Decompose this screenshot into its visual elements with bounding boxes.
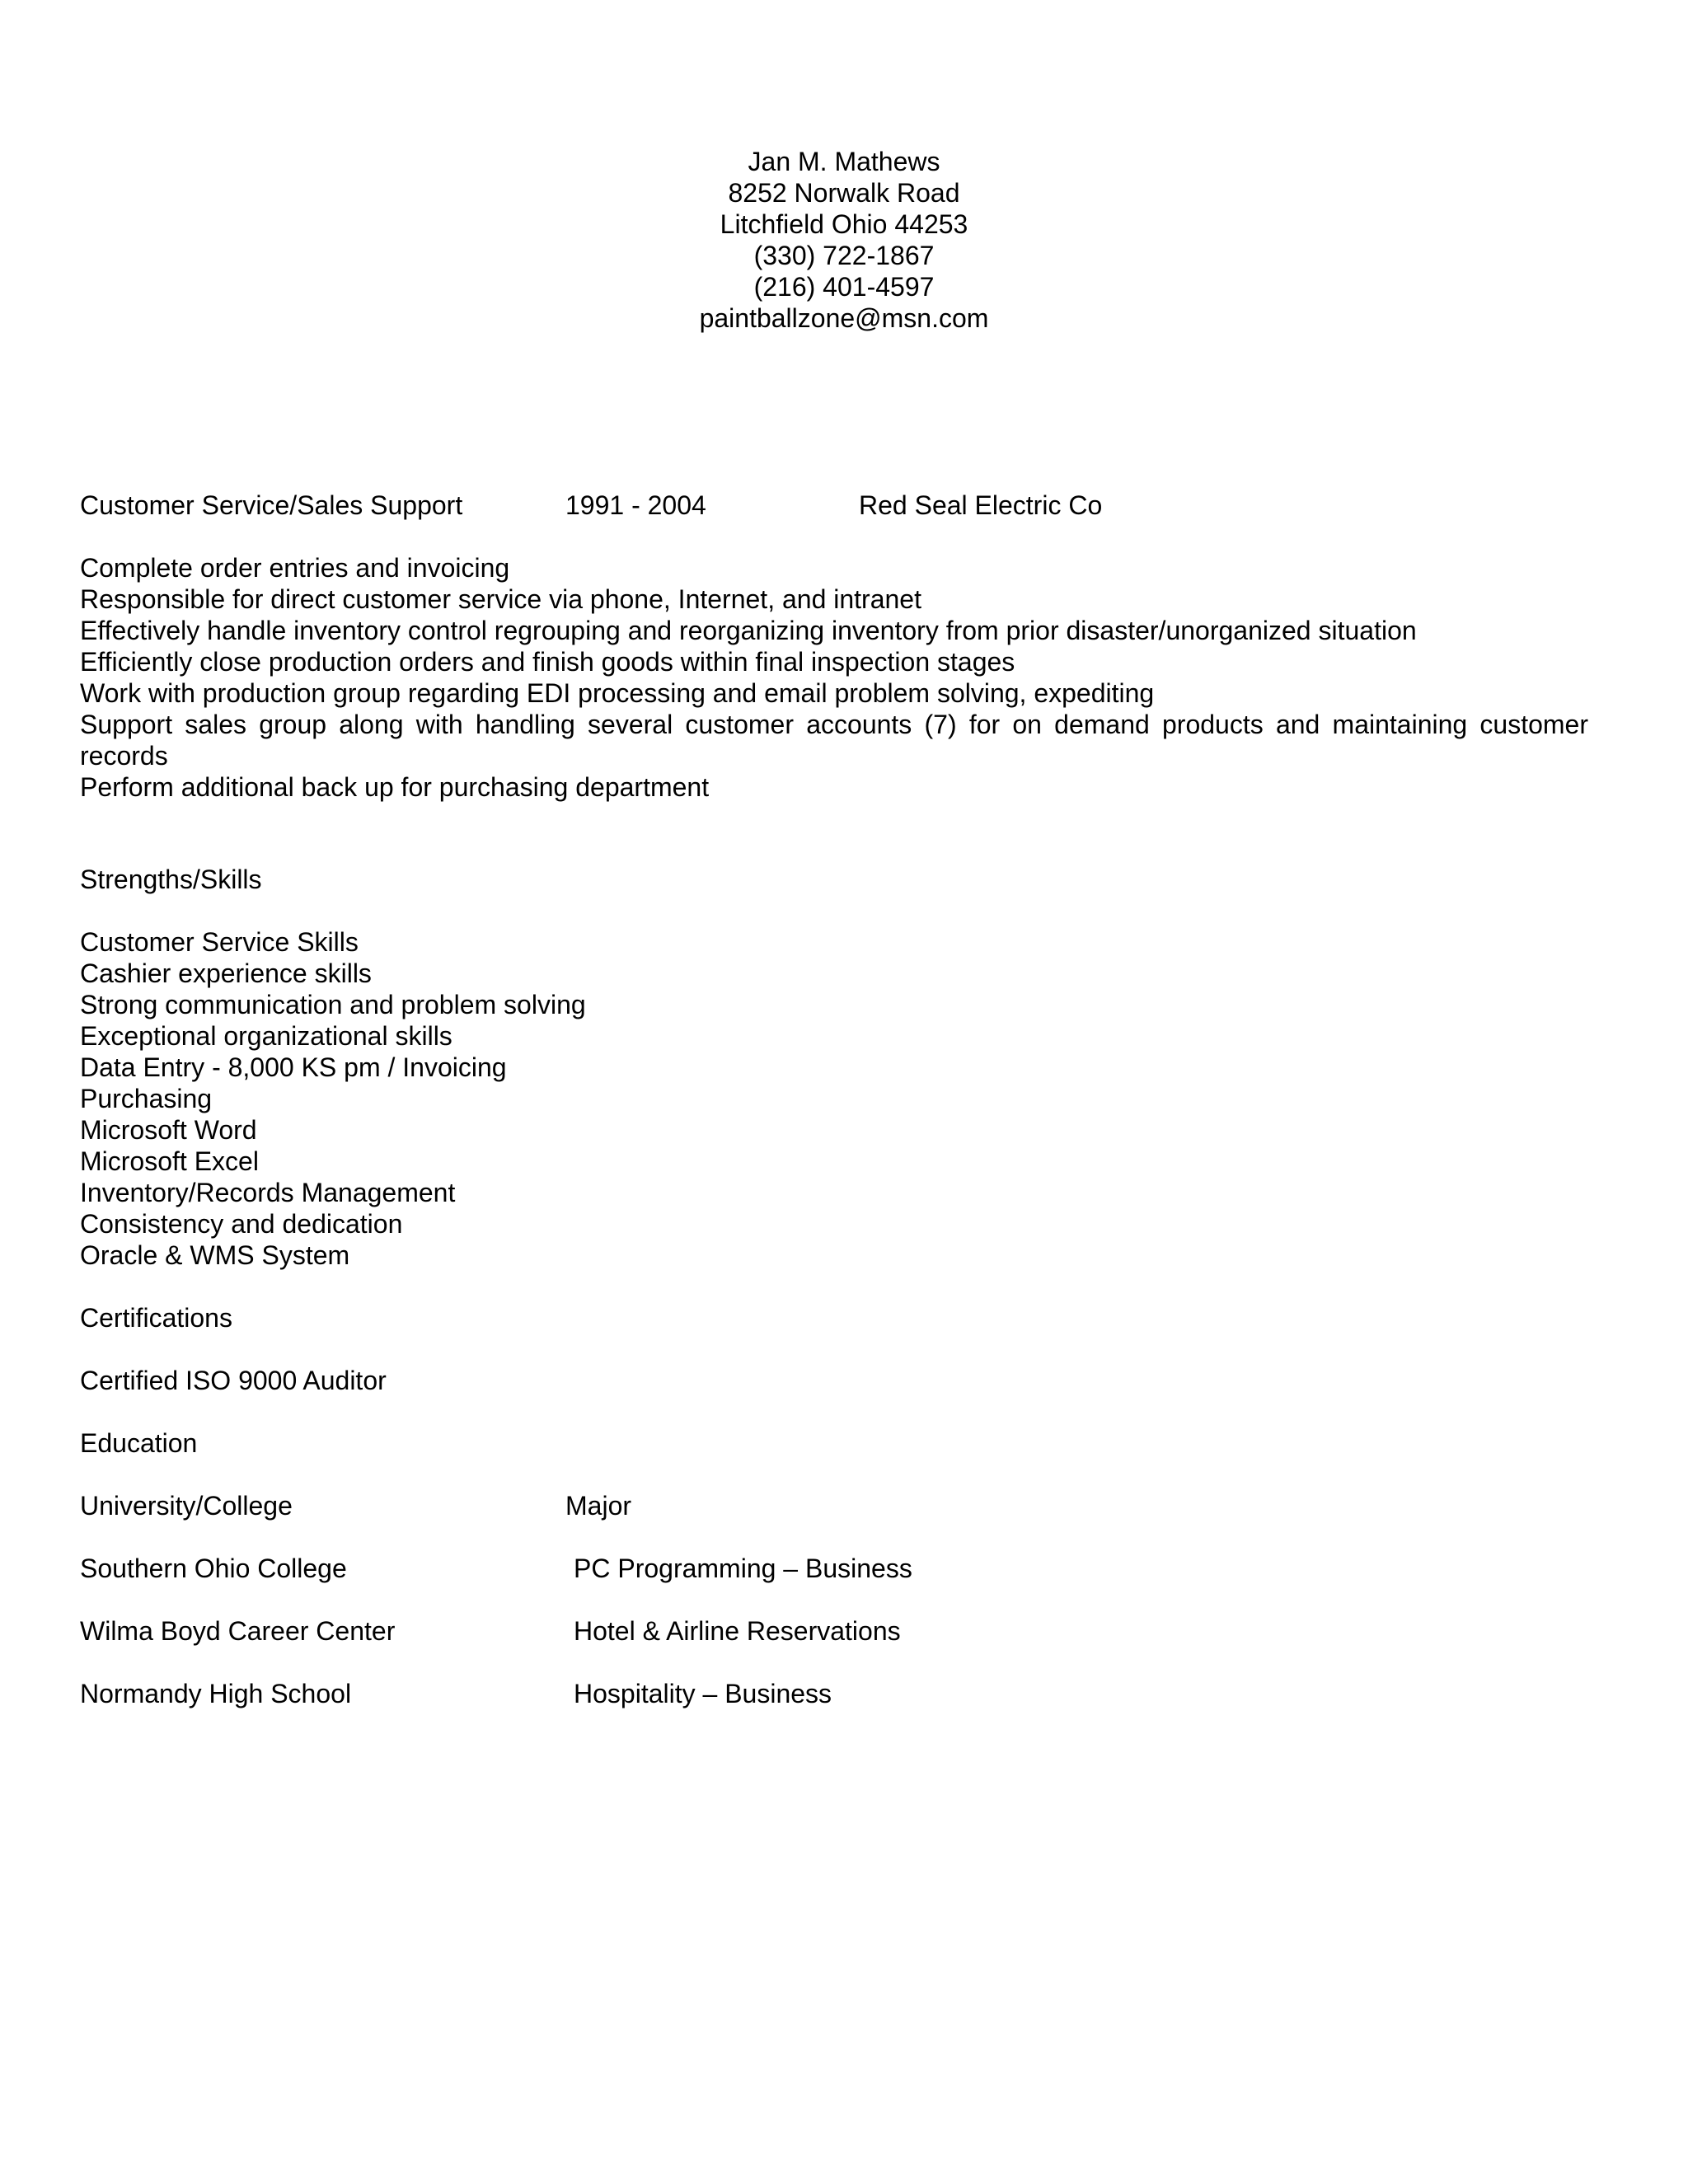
education-major: Hotel & Airline Reservations <box>574 1616 901 1646</box>
education-header-row <box>80 1490 1588 1521</box>
skill-item: Cashier experience skills <box>80 958 372 988</box>
skills-heading: Strengths/Skills <box>80 865 262 894</box>
job-section <box>80 490 1588 803</box>
job-title: Customer Service/Sales Support <box>80 490 463 520</box>
education-row <box>80 1615 1588 1647</box>
job-company: Red Seal Electric Co <box>859 490 1103 520</box>
certifications-heading: Certifications <box>80 1303 232 1333</box>
certification-item: Certified ISO 9000 Auditor <box>80 1366 387 1395</box>
skill-item: Microsoft Excel <box>80 1146 259 1176</box>
education-school: Normandy High School <box>80 1679 352 1708</box>
education-major: Hospitality – Business <box>574 1679 832 1708</box>
education-heading: Education <box>80 1428 198 1458</box>
job-duty: Support sales group along with handling several customer accounts (7) for on demand products and maintaining customer records <box>80 710 1588 771</box>
contact-street: 8252 Norwalk Road <box>728 178 960 208</box>
job-duty: Effectively handle inventory control regrouping and reorganizing inventory from prior disaster/unorganized situation <box>80 616 1417 645</box>
education-school: Southern Ohio College <box>80 1554 347 1583</box>
contact-header <box>0 146 1688 334</box>
contact-city: Litchfield Ohio 44253 <box>720 209 968 239</box>
skills-section <box>80 864 1588 1709</box>
skill-item: Oracle & WMS System <box>80 1240 350 1270</box>
education-row <box>80 1553 1588 1584</box>
skill-item: Exceptional organizational skills <box>80 1021 452 1051</box>
job-duty: Work with production group regarding EDI processing and email problem solving, expediting <box>80 678 1155 708</box>
job-duty: Perform additional back up for purchasing department <box>80 772 710 802</box>
contact-phone-1: (330) 722-1867 <box>753 241 935 270</box>
skill-item: Customer Service Skills <box>80 927 359 957</box>
job-years: 1991 - 2004 <box>565 490 706 520</box>
job-duty: Complete order entries and invoicing <box>80 553 510 583</box>
education-col-major: Major <box>565 1491 632 1521</box>
education-col-school: University/College <box>80 1491 293 1521</box>
contact-email: paintballzone@msn.com <box>699 303 989 333</box>
contact-phone-2: (216) 401-4597 <box>753 272 935 302</box>
education-row <box>80 1678 1588 1709</box>
job-duty: Efficiently close production orders and finish goods within final inspection stages <box>80 647 1015 677</box>
skill-item: Consistency and dedication <box>80 1209 403 1239</box>
skill-item: Microsoft Word <box>80 1115 257 1145</box>
skill-item: Inventory/Records Management <box>80 1178 456 1207</box>
education-major: PC Programming – Business <box>574 1554 912 1583</box>
skill-item: Data Entry - 8,000 KS pm / Invoicing <box>80 1052 507 1082</box>
skill-item: Strong communication and problem solving <box>80 990 586 1019</box>
job-duty: Responsible for direct customer service via phone, Internet, and intranet <box>80 584 921 614</box>
education-school: Wilma Boyd Career Center <box>80 1616 396 1646</box>
job-title-row <box>80 490 1588 521</box>
skill-item: Purchasing <box>80 1084 213 1113</box>
contact-name: Jan M. Mathews <box>748 147 940 176</box>
